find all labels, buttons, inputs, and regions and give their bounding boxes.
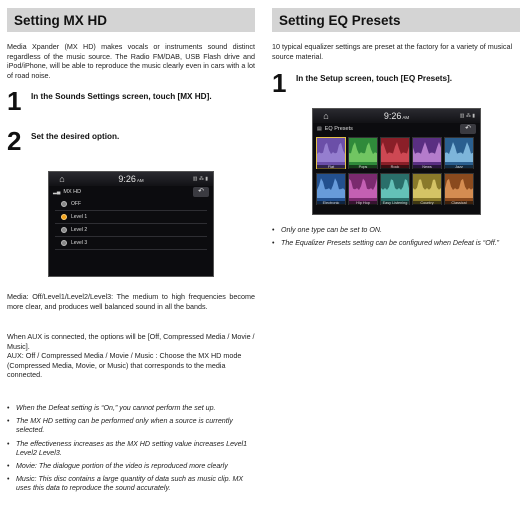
radio-icon — [61, 201, 67, 207]
screen-top-bar — [49, 172, 213, 186]
status-icons: ▥ ⁂ ▮ — [459, 113, 475, 119]
eq-preset-tile[interactable] — [348, 137, 378, 169]
eq-curve — [413, 142, 441, 162]
eq-curve-graphic — [317, 174, 345, 198]
eq-notes — [272, 226, 520, 252]
signal-icon: ▂▄ — [53, 189, 61, 195]
screen-title: MX HD — [63, 189, 82, 195]
media-description: Media: Off/Level1/Level2/Level3: The medium to high frequencies become more clear, and produces well balanced sound in all the bands. — [7, 292, 255, 311]
eq-preset-tile[interactable] — [444, 173, 474, 205]
eq-preset-tile[interactable] — [316, 173, 346, 205]
eq-curve — [445, 179, 473, 198]
eq-preset-tile[interactable] — [412, 137, 442, 169]
status-icons: ▥ ⁂ ▮ — [192, 176, 208, 182]
mx-hd-heading-bar — [7, 8, 255, 32]
radio-selected-icon — [61, 214, 67, 220]
eq-curve-graphic — [349, 138, 377, 162]
eq-preset-grid — [313, 135, 480, 207]
eq-preset-label: News — [413, 165, 441, 169]
eq-preset-tile[interactable] — [412, 173, 442, 205]
home-icon[interactable]: ⌂ — [59, 174, 65, 184]
mx-hd-step-1 — [7, 86, 255, 117]
eq-preset-tile[interactable] — [444, 137, 474, 169]
eq-curve-graphic — [381, 174, 409, 198]
screen-clock: 9:26AM — [118, 174, 144, 184]
eq-preset-label: Jazz — [445, 165, 473, 169]
eq-curve-graphic — [413, 138, 441, 162]
eq-preset-tile[interactable] — [380, 137, 410, 169]
step-number: 2 — [7, 126, 22, 157]
eq-preset-label: Electronic — [317, 201, 345, 205]
eq-heading: Setting EQ Presets — [279, 12, 401, 28]
home-icon[interactable]: ⌂ — [323, 111, 329, 121]
mx-hd-options — [49, 198, 213, 250]
radio-icon — [61, 227, 67, 233]
step-instruction: Set the desired option. — [31, 132, 120, 142]
eq-preset-label: Easy Listening — [382, 201, 408, 205]
eq-preset-label: Country — [413, 201, 441, 205]
eq-curve-graphic — [445, 174, 473, 198]
mx-hd-section — [7, 8, 255, 493]
eq-curve — [349, 179, 377, 198]
mx-option-off[interactable]: OFF — [55, 198, 207, 211]
screen-title-bar — [49, 186, 213, 198]
note-item: • Only one type can be set to ON. — [272, 226, 520, 235]
eq-preset-label: Flat — [317, 165, 345, 169]
mx-hd-intro: Media Xpander (MX HD) makes vocals or instruments sound distinct regardless of the music source. The Radio FM/DAB, USB Flash drive and iPod/iPhone, will be able to reproduce the music clearly even in cars with a lot of road noise. — [7, 42, 255, 80]
screen-clock: 9:26AM — [383, 111, 410, 121]
eq-curve-graphic — [413, 174, 441, 198]
step-number: 1 — [272, 68, 287, 99]
eq-preset-label: Classical — [445, 201, 473, 205]
eq-curve — [381, 179, 409, 198]
note-item: • Movie: The dialogue portion of the video is reproduced more clearly — [7, 462, 255, 471]
eq-curve — [445, 142, 473, 162]
screen-title: EQ Presets — [324, 126, 353, 132]
eq-curve — [349, 142, 377, 162]
eq-intro: 10 typical equalizer settings are preset at the factory for a variety of musical source material. — [272, 42, 513, 61]
radio-icon — [61, 240, 67, 246]
aux-options-text: When AUX is connected, the options will be [Off, Compressed Media / Movie / Music]. — [7, 332, 255, 351]
mx-hd-screen — [48, 171, 214, 277]
step-instruction: In the Sounds Settings screen, touch [MX HD]. — [31, 92, 212, 102]
eq-presets-screen — [312, 108, 481, 215]
mx-option-level-3[interactable]: Level 3 — [55, 237, 207, 250]
aux-modes-text: AUX: Off / Compressed Media / Movie / Music : Choose the MX HD mode (Compressed Media, Movie, or Music) that corresponds to the media connected. — [7, 351, 242, 380]
mx-option-level-2[interactable]: Level 2 — [55, 224, 207, 237]
eq-step-1 — [272, 68, 520, 99]
eq-curve-graphic — [349, 174, 377, 198]
note-item: • The Equalizer Presets setting can be configured when Defeat is “Off.” — [272, 239, 520, 248]
eq-presets-section — [272, 8, 520, 248]
eq-icon: ▤ — [317, 126, 322, 132]
eq-preset-label: Hip Hop — [349, 201, 377, 205]
back-button[interactable]: ↶ — [460, 124, 476, 134]
mx-hd-notes — [7, 404, 255, 498]
eq-curve — [413, 179, 441, 198]
step-instruction: In the Setup screen, touch [EQ Presets]. — [296, 74, 453, 84]
eq-heading-bar — [272, 8, 520, 32]
screen-top-bar — [313, 109, 480, 123]
eq-preset-label: Rock — [381, 165, 409, 169]
note-item: • The MX HD setting can be performed only when a source is currently selected. — [7, 417, 255, 435]
mx-hd-step-2 — [7, 126, 255, 157]
note-item: • Music: This disc contains a large quantity of data such as music clip. MX uses this data to reproduce the sound accurately. — [7, 475, 255, 493]
note-item: • When the Defeat setting is “On,” you cannot perform the set up. — [7, 404, 255, 413]
eq-preset-tile[interactable] — [380, 173, 410, 205]
eq-curve — [381, 142, 409, 162]
note-item: • The effectiveness increases as the MX HD setting value increases Level1 Level2 Level3. — [7, 440, 255, 458]
eq-curve-graphic — [445, 138, 473, 162]
aux-description — [7, 332, 255, 380]
eq-curve — [317, 143, 345, 162]
mx-option-level-1[interactable]: Level 1 — [55, 211, 207, 224]
eq-preset-tile[interactable] — [348, 173, 378, 205]
eq-preset-tile[interactable] — [316, 137, 346, 169]
mx-hd-heading: Setting MX HD — [14, 12, 107, 28]
step-number: 1 — [7, 86, 22, 117]
eq-curve — [317, 178, 345, 198]
eq-preset-label: Pops — [349, 165, 377, 169]
screen-title-bar — [313, 123, 480, 135]
back-button[interactable]: ↶ — [193, 187, 209, 197]
eq-curve-graphic — [381, 138, 409, 162]
eq-curve-graphic — [317, 138, 345, 162]
